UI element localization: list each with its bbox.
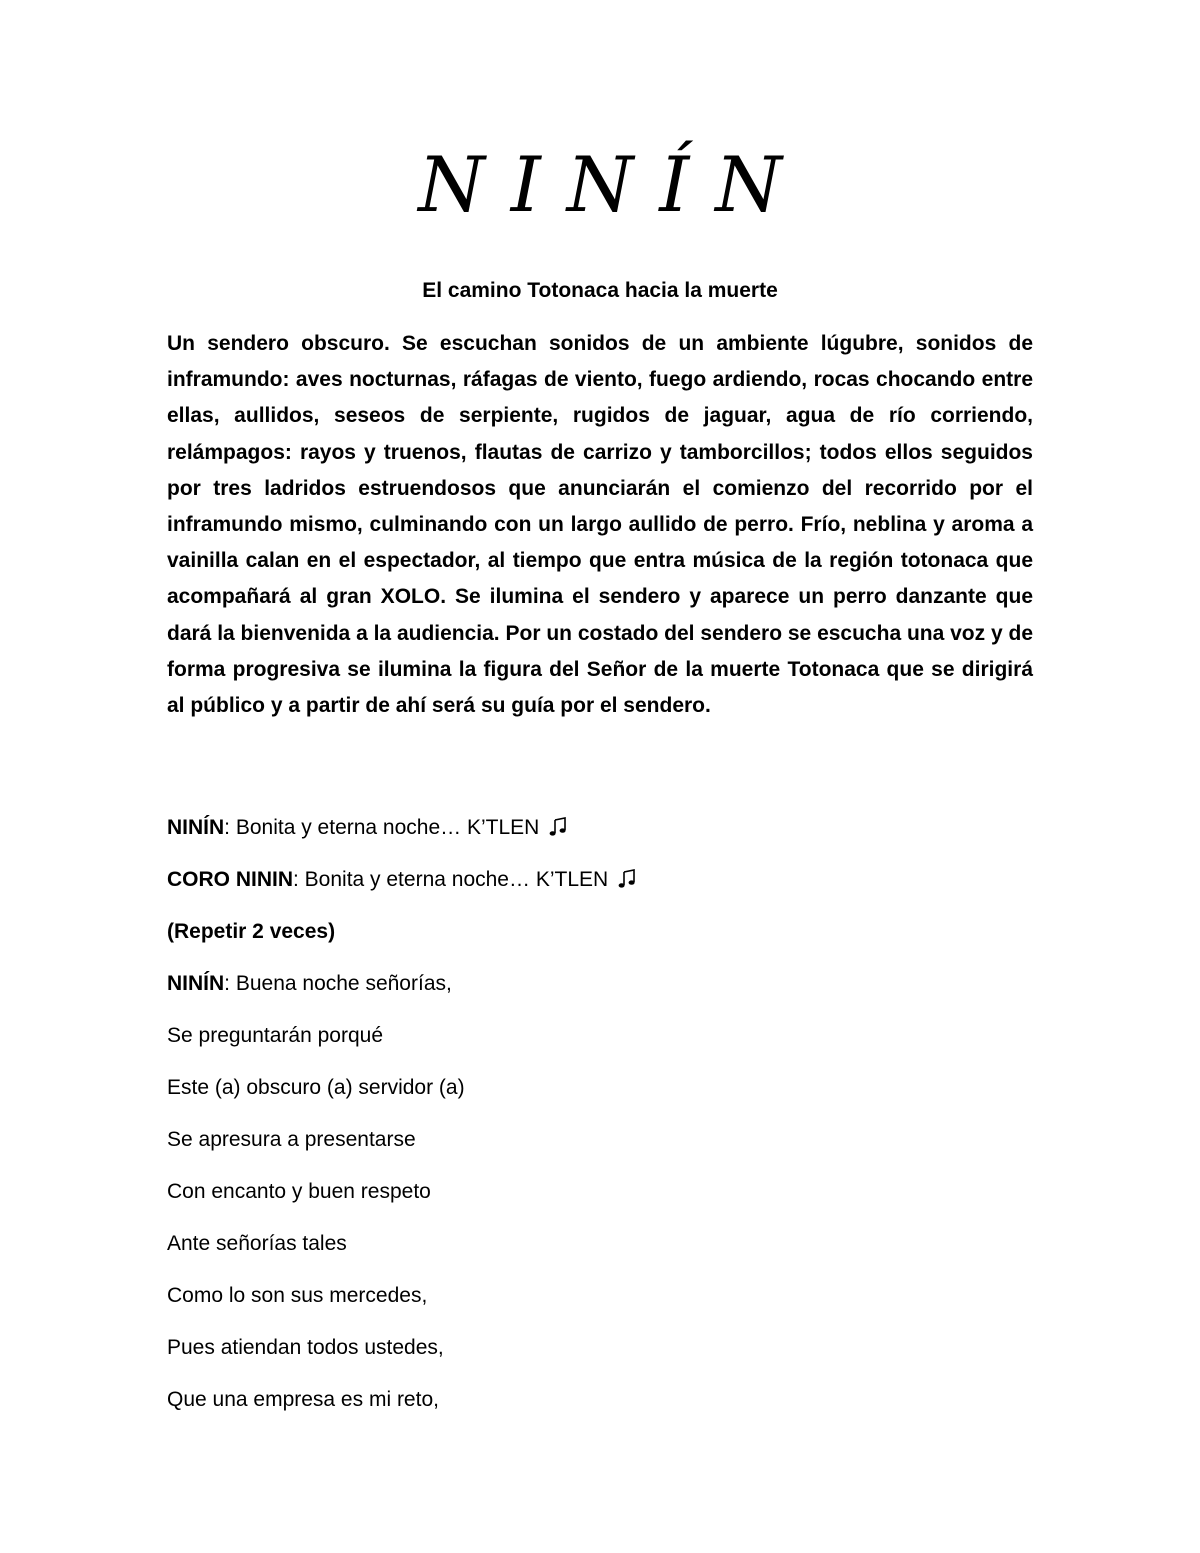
document-subtitle: El camino Totonaca hacia la muerte [422, 279, 778, 302]
verse-line: Pues atiendan todos ustedes, [167, 1336, 444, 1359]
speaker-name: NINÍN [167, 816, 225, 839]
speaker-name: NINÍN [167, 972, 225, 995]
music-note-icon [618, 869, 636, 889]
stage-directions: Un sendero obscuro. Se escuchan sonidos de un ambiente lúgubre, sonidos de inframundo: aves nocturnas, ráfagas de viento, fuego ardiendo, rocas chocando entre ellas, aullidos, seseos de serpiente, rugidos de jaguar, agua de río corriendo, relámpagos: rayos y truenos, flautas de carrizo y tamborcillos; todos ellos seguidos por tres ladridos estruendosos que anunciarán el comienzo del recorrido por el inframundo mismo, culminando con un largo aullido de perro. Frío, neblina y aroma a vainilla calan en el espectador, al tiempo que entra música de la región totonaca que acompañará al gran XOLO. Se ilumina el sendero y aparece un perro danzante que dará la bienvenida a la audiencia. Por un costado del sendero se escucha una voz y de forma progresiva se ilumina la figura del Señor de la muerte Totonaca que se dirigirá al público y a partir de ahí será su guía por el sendero. [167, 332, 1033, 718]
verse-line: Con encanto y buen respeto [167, 1180, 431, 1203]
verse-line: Que una empresa es mi reto, [167, 1388, 439, 1411]
dialogue-text: : Bonita y eterna noche… K’TLEN [293, 868, 609, 891]
dialogue-line [167, 966, 1033, 1018]
dialogue-text: : Bonita y eterna noche… K’TLEN [224, 816, 540, 839]
dialogue-line [167, 810, 1033, 862]
speaker-name: CORO NININ [167, 868, 293, 891]
music-note-icon [549, 817, 567, 837]
verse-line: Este (a) obscuro (a) servidor (a) [167, 1076, 465, 1099]
script-lines [167, 810, 1033, 1434]
verse-line: Se preguntarán porqué [167, 1024, 383, 1047]
repeat-instruction: (Repetir 2 veces) [167, 920, 336, 943]
dialogue-line [167, 862, 1033, 914]
verse-line: Ante señorías tales [167, 1232, 347, 1255]
dialogue-text: : Buena noche señorías, [224, 972, 452, 995]
verse-line: Como lo son sus mercedes, [167, 1284, 428, 1307]
stage-note [167, 914, 1033, 966]
verse-line: Se apresura a presentarse [167, 1128, 416, 1151]
document-title: NINÍN [418, 140, 808, 229]
